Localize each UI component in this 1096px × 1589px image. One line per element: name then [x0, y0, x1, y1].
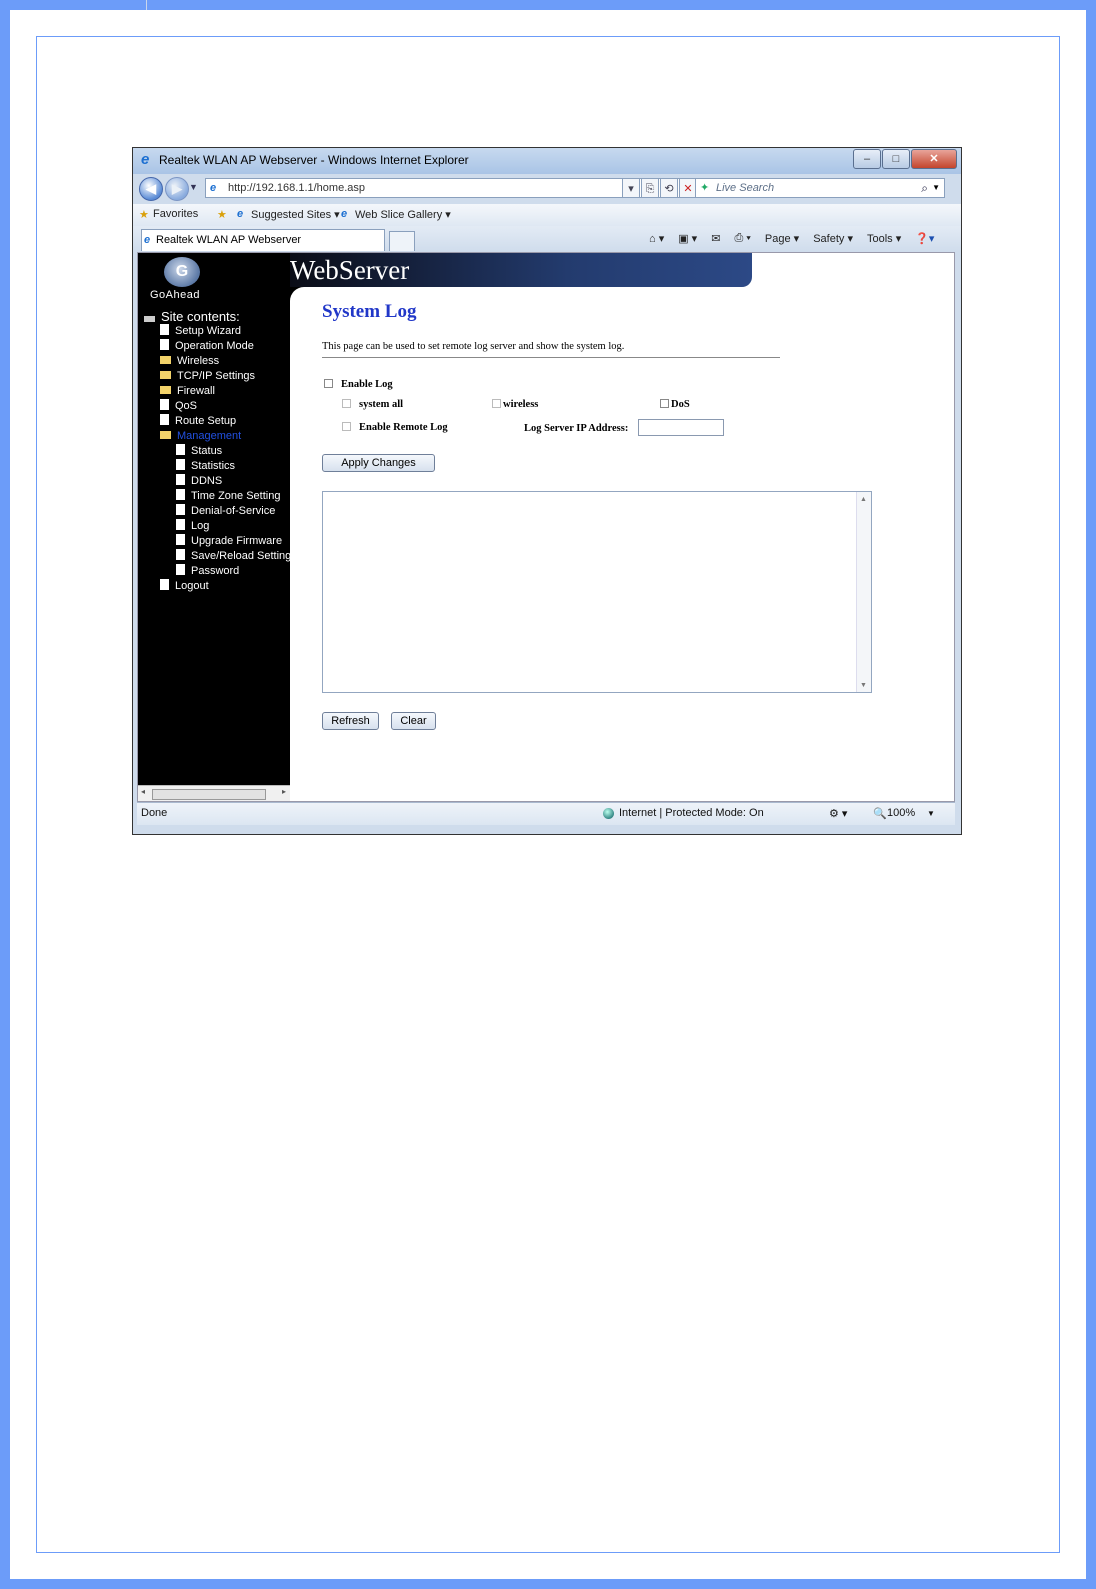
computer-icon	[144, 316, 155, 322]
favorites-star-icon: ★	[139, 209, 149, 221]
sidebar-item-wireless[interactable]: Wireless	[160, 354, 219, 369]
sidebar-item-operation-mode[interactable]: Operation Mode	[160, 339, 254, 354]
page-icon	[160, 414, 169, 425]
sidebar-item-save-reload[interactable]: Save/Reload Setting	[176, 549, 291, 564]
dos-checkbox[interactable]	[660, 399, 669, 408]
command-bar	[649, 232, 934, 245]
address-dropdown-button[interactable]: ▾	[622, 178, 640, 198]
mail-icon[interactable]: ✉	[711, 233, 721, 245]
scroll-down-icon[interactable]: ▼	[860, 681, 867, 689]
guide-line	[146, 0, 147, 10]
safety-menu[interactable]: Safety ▾	[813, 233, 853, 245]
address-url: http://192.168.1.1/home.asp	[228, 182, 365, 194]
sidebar-item-ddns[interactable]: DDNS	[176, 474, 222, 489]
sidebar-item-logout[interactable]: Logout	[160, 579, 209, 594]
page-icon	[176, 489, 185, 500]
sidebar	[138, 253, 290, 802]
tree-root: Site contents:	[144, 309, 240, 324]
tab-realtek[interactable]	[141, 229, 385, 251]
enable-log-checkbox[interactable]	[324, 379, 333, 388]
sidebar-item-dos[interactable]: Denial-of-Service	[176, 504, 275, 519]
apply-changes-button[interactable]: Apply Changes	[322, 454, 435, 472]
new-tab-button[interactable]	[389, 231, 415, 251]
folder-icon	[160, 386, 171, 394]
compatibility-view-button[interactable]: ⎘	[641, 178, 659, 198]
favorites-bar	[133, 204, 961, 226]
stop-button[interactable]: ✕	[679, 178, 697, 198]
goahead-logo-icon: G	[164, 257, 200, 287]
header-corner	[290, 287, 304, 301]
sidebar-item-tcpip[interactable]: TCP/IP Settings	[160, 369, 255, 384]
sidebar-item-status[interactable]: Status	[176, 444, 222, 459]
sidebar-item-setup-wizard[interactable]: Setup Wizard	[160, 324, 241, 339]
web-slice-gallery-link[interactable]: Web Slice Gallery ▾	[355, 209, 451, 221]
sidebar-item-firewall[interactable]: Firewall	[160, 384, 215, 399]
title-bar	[133, 148, 961, 174]
log-server-ip-label: Log Server IP Address:	[524, 423, 629, 434]
browser-window	[132, 147, 962, 835]
home-icon[interactable]: ⌂ ▾	[649, 233, 665, 245]
help-icon[interactable]: ❓▾	[915, 233, 935, 245]
scroll-right-icon[interactable]: ▸	[281, 787, 286, 796]
wireless-checkbox[interactable]	[492, 399, 501, 408]
scrollbar-thumb[interactable]	[152, 789, 266, 800]
page-icon	[176, 504, 185, 515]
search-input[interactable]	[695, 178, 945, 198]
page-description: This page can be used to set remote log server and show the system log.	[322, 341, 625, 352]
refresh-button[interactable]: Refresh	[322, 712, 379, 730]
system-all-row	[342, 399, 403, 410]
favorites-button[interactable]: Favorites	[153, 208, 199, 220]
brand-title: WebServer	[290, 255, 410, 285]
forward-button[interactable]: ▶	[165, 177, 189, 201]
refresh-page-button[interactable]: ⟲	[660, 178, 678, 198]
scroll-left-icon[interactable]: ◂	[141, 787, 146, 796]
page-content	[137, 252, 955, 802]
sidebar-item-password[interactable]: Password	[176, 564, 239, 579]
folder-icon	[160, 356, 171, 364]
page-icon	[160, 339, 169, 350]
page-icon	[176, 459, 185, 470]
page-icon	[160, 579, 169, 590]
enable-log-row	[324, 379, 393, 390]
web-slice-icon: e	[341, 208, 348, 220]
sidebar-item-management[interactable]: Management	[160, 429, 241, 444]
search-placeholder: Live Search	[716, 182, 775, 194]
tab-ie-icon: e	[144, 234, 151, 246]
clear-button[interactable]: Clear	[391, 712, 436, 730]
dos-row	[660, 399, 690, 410]
address-input[interactable]	[205, 178, 693, 198]
sidebar-item-time-zone[interactable]: Time Zone Setting	[176, 489, 280, 504]
page-icon	[160, 399, 169, 410]
sidebar-item-qos[interactable]: QoS	[160, 399, 197, 414]
status-bar	[137, 802, 955, 825]
maximize-button[interactable]: □	[882, 149, 910, 169]
wireless-row	[492, 399, 538, 410]
page-icon	[176, 534, 185, 545]
globe-icon	[603, 808, 614, 819]
history-dropdown-icon[interactable]: ▼	[189, 182, 198, 192]
log-server-ip-input[interactable]	[638, 419, 724, 436]
logo-text: GoAhead	[150, 289, 200, 301]
scroll-up-icon[interactable]: ▲	[860, 495, 867, 503]
wireless-label: wireless	[503, 399, 539, 410]
suggested-sites-link[interactable]: Suggested Sites ▾	[251, 209, 340, 221]
page-icon	[176, 444, 185, 455]
page-icon	[176, 549, 185, 560]
tab-title: Realtek WLAN AP Webserver	[156, 234, 302, 246]
window-title: Realtek WLAN AP Webserver - Windows Internet Explorer	[159, 153, 469, 167]
enable-log-label: Enable Log	[341, 379, 393, 390]
tab-bar	[133, 226, 961, 252]
feeds-icon[interactable]: ▣ ▾	[678, 233, 698, 245]
zoom-dropdown-icon[interactable]: ▼	[927, 809, 935, 818]
security-zone[interactable]: Internet | Protected Mode: On	[619, 807, 764, 819]
search-dropdown-icon[interactable]: ▼	[932, 183, 940, 192]
back-button[interactable]: ◀	[139, 177, 163, 201]
close-button[interactable]: ✕	[911, 149, 957, 169]
ie-logo-icon: e	[141, 151, 150, 168]
zoom-icon: 🔍	[873, 808, 887, 820]
status-text: Done	[141, 807, 168, 819]
sidebar-item-log[interactable]: Log	[176, 519, 209, 534]
live-search-icon: ✦	[700, 182, 710, 194]
page-menu[interactable]: Page ▾	[764, 233, 800, 245]
page-icon	[176, 564, 185, 575]
suggested-sites-icon: e	[237, 208, 244, 220]
sidebar-item-upgrade-firmware[interactable]: Upgrade Firmware	[176, 534, 282, 549]
divider	[322, 357, 780, 358]
tools-menu[interactable]: Tools ▾	[866, 233, 902, 245]
system-all-label: system all	[359, 399, 404, 410]
dos-label: DoS	[671, 399, 690, 410]
address-bar-row	[133, 174, 961, 204]
enable-remote-log-label: Enable Remote Log	[359, 422, 448, 433]
page-icon: e	[210, 182, 217, 194]
system-log-textarea[interactable]	[322, 491, 872, 693]
protected-mode-icon[interactable]: ⚙ ▾	[829, 808, 848, 820]
open-folder-icon	[160, 431, 171, 439]
zoom-level[interactable]: 100%	[887, 807, 916, 819]
log-vertical-scrollbar[interactable]	[856, 492, 871, 692]
page-icon	[176, 474, 185, 485]
search-icon[interactable]: ⌕	[921, 181, 928, 195]
system-all-checkbox[interactable]	[342, 399, 351, 408]
print-icon[interactable]: ⎙ ▾	[734, 232, 751, 244]
enable-remote-log-checkbox[interactable]	[342, 422, 351, 431]
sidebar-item-route-setup[interactable]: Route Setup	[160, 414, 236, 429]
folder-icon	[160, 371, 171, 379]
sidebar-item-statistics[interactable]: Statistics	[176, 459, 235, 474]
page-icon	[176, 519, 185, 530]
page-title: System Log	[322, 301, 417, 322]
page-icon	[160, 324, 169, 335]
minimize-button[interactable]: –	[853, 149, 881, 169]
add-favorite-icon[interactable]: ★	[217, 209, 227, 221]
header-banner	[290, 253, 752, 287]
remote-log-row	[342, 422, 448, 433]
sidebar-horizontal-scrollbar[interactable]	[138, 785, 290, 802]
